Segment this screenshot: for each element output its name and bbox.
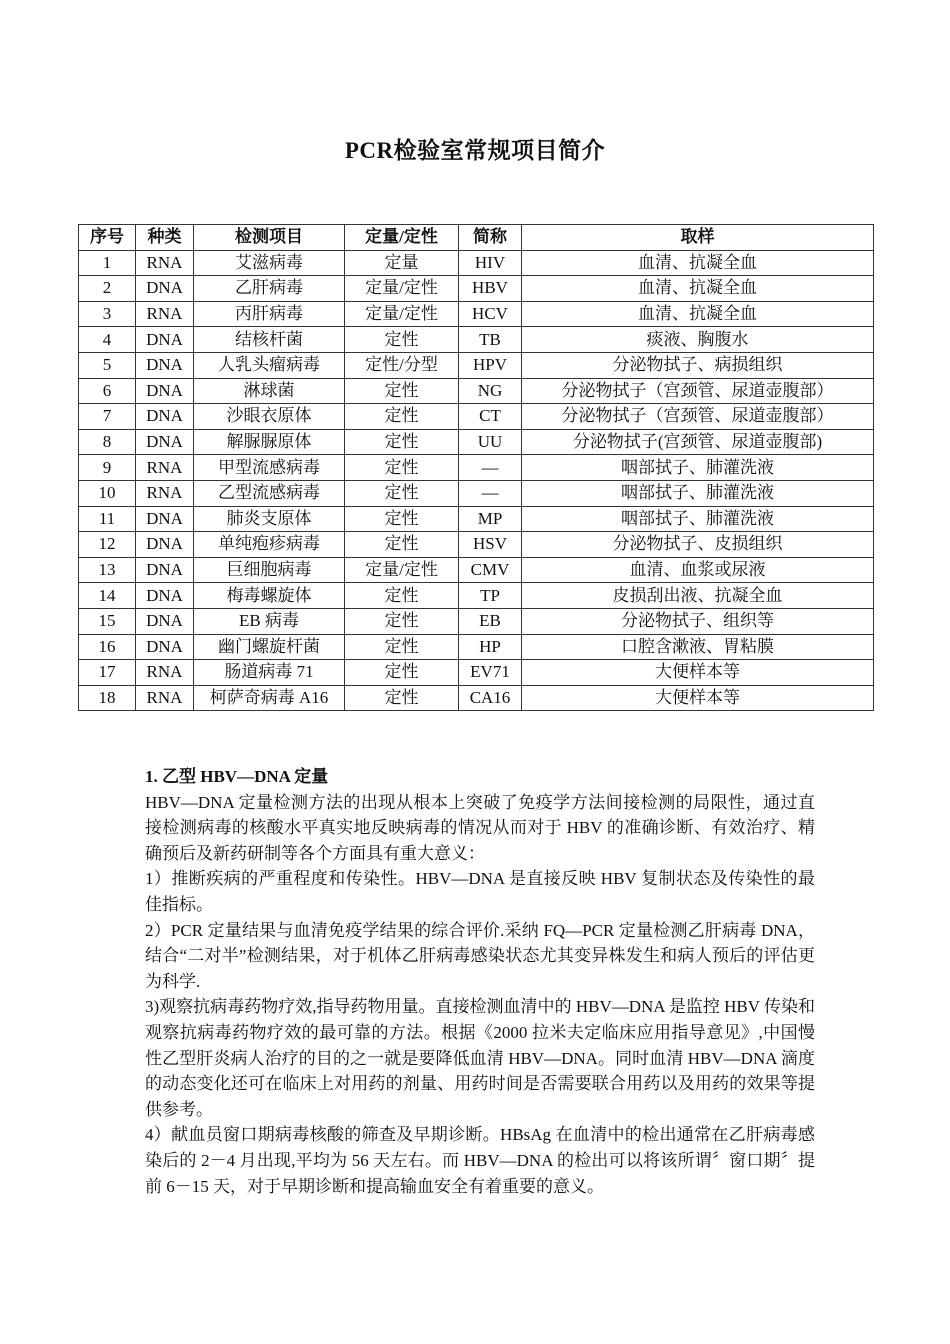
table-cell: 大便样本等 (522, 660, 874, 686)
table-cell: 6 (79, 378, 136, 404)
table-cell: 定量 (345, 250, 459, 276)
table-cell: 定性 (345, 634, 459, 660)
table-cell: DNA (136, 583, 194, 609)
table-cell: 分泌物拭子（宫颈管、尿道壶腹部） (522, 404, 874, 430)
table-cell: 人乳头瘤病毒 (194, 352, 345, 378)
table-cell: MP (459, 506, 522, 532)
table-cell: 乙肝病毒 (194, 276, 345, 302)
table-cell: 肠道病毒 71 (194, 660, 345, 686)
table-cell: 定性 (345, 429, 459, 455)
table-row (79, 301, 874, 327)
table-cell: 17 (79, 660, 136, 686)
table-cell: 定性 (345, 532, 459, 558)
document-title: PCR检验室常规项目简介 (344, 138, 606, 163)
header-cell: 取样 (522, 225, 874, 251)
table-cell: 定量/定性 (345, 557, 459, 583)
table-cell: 分泌物拭子（宫颈管、尿道壶腹部） (522, 378, 874, 404)
table-cell: 定量/定性 (345, 301, 459, 327)
header-cell: 简称 (459, 225, 522, 251)
table-cell: 定性 (345, 660, 459, 686)
table-cell: 解脲脲原体 (194, 429, 345, 455)
table-cell: DNA (136, 327, 194, 353)
table-row (79, 608, 874, 634)
table-row (79, 378, 874, 404)
table-cell: 皮损刮出液、抗凝全血 (522, 583, 874, 609)
table-cell: 18 (79, 685, 136, 711)
table-cell: NG (459, 378, 522, 404)
paragraph: 1）推断疾病的严重程度和传染性。HBV—DNA 是直接反映 HBV 复制状态及传染性的最佳指标。 (145, 869, 815, 914)
table-row (79, 352, 874, 378)
table-cell: 咽部拭子、肺灌洗液 (522, 455, 874, 481)
header-cell: 种类 (136, 225, 194, 251)
table-cell: 定性/分型 (345, 352, 459, 378)
table-cell: 定性 (345, 480, 459, 506)
table-cell: RNA (136, 685, 194, 711)
table-cell: 12 (79, 532, 136, 558)
paragraph: HBV—DNA 定量检测方法的出现从根本上突破了免疫学方法间接检测的局限性，通过直接检测病毒的核酸水平真实地反映病毒的情况从而对于 HBV 的准确诊断、有效治疗、精确预后及新药研制等各个方面具有重大意义： (145, 792, 815, 863)
table-cell: 血清、抗凝全血 (522, 301, 874, 327)
table-row (79, 557, 874, 583)
table-row (79, 455, 874, 481)
table-cell: DNA (136, 532, 194, 558)
table-cell: 分泌物拭子(宫颈管、尿道壶腹部) (522, 429, 874, 455)
table-cell: 定性 (345, 378, 459, 404)
table-cell: 痰液、胸腹水 (522, 327, 874, 353)
table-row (79, 276, 874, 302)
table-cell: HSV (459, 532, 522, 558)
table-cell: DNA (136, 557, 194, 583)
table-cell: 分泌物拭子、组织等 (522, 608, 874, 634)
table-row (79, 327, 874, 353)
table-cell: DNA (136, 634, 194, 660)
table-cell: 定性 (345, 506, 459, 532)
paragraph: 3)观察抗病毒药物疗效,指导药物用量。直接检测血清中的 HBV—DNA 是监控 HBV 传染和观察抗病毒药物疗效的最可靠的方法。根据《2000 拉米夫定临床应用指导意见》,中国慢性乙型肝炎病人治疗的目的之一就是要降低血清 HBV—DNA。同时血清 HBV—DNA 滴度的动态变化还可在临床上对用药的剂量、用药时间是否需要联合用药以及用药的效果等提供参考。 (145, 997, 815, 1119)
table-cell: DNA (136, 404, 194, 430)
table-cell: RNA (136, 301, 194, 327)
table-cell: HP (459, 634, 522, 660)
table-cell: 乙型流感病毒 (194, 480, 345, 506)
table-cell: DNA (136, 608, 194, 634)
table-cell: UU (459, 429, 522, 455)
table-row (79, 532, 874, 558)
table-cell: 11 (79, 506, 136, 532)
table-cell: 15 (79, 608, 136, 634)
table-cell: TP (459, 583, 522, 609)
table-cell: RNA (136, 455, 194, 481)
table-cell: 5 (79, 352, 136, 378)
paragraph: 4）献血员窗口期病毒核酸的筛查及早期诊断。HBsAg 在血清中的检出通常在乙肝病毒感染后的 2－4 月出现,平均为 56 天左右。而 HBV—DNA 的检出可以将该所谓〞窗口期〞提前 6－15 天，对于早期诊断和提高输血安全有着重要的意义。 (145, 1125, 815, 1196)
table-cell: 16 (79, 634, 136, 660)
table-cell: 血清、抗凝全血 (522, 250, 874, 276)
table-cell: 甲型流感病毒 (194, 455, 345, 481)
table-cell: 2 (79, 276, 136, 302)
table-cell: DNA (136, 429, 194, 455)
table-cell: 肺炎支原体 (194, 506, 345, 532)
table-cell: CA16 (459, 685, 522, 711)
table-row (79, 506, 874, 532)
table-row (79, 634, 874, 660)
table-cell: DNA (136, 378, 194, 404)
hbv-section (145, 764, 815, 1199)
table-cell: DNA (136, 352, 194, 378)
paragraph: 2）PCR 定量结果与血清免疫学结果的综合评价.采纳 FQ—PCR 定量检测乙肝病毒 DNA，结合“二对半”检测结果，对于机体乙肝病毒感染状态尤其变异株发生和病人预后的评估更为科学. (145, 920, 815, 991)
table-cell: 定性 (345, 327, 459, 353)
project-table (78, 224, 874, 711)
table-cell: RNA (136, 660, 194, 686)
table-row (79, 583, 874, 609)
table-header-row (79, 225, 874, 251)
header-cell: 定量/定性 (345, 225, 459, 251)
table-cell: 9 (79, 455, 136, 481)
table-cell: 定性 (345, 404, 459, 430)
table-cell: 口腔含漱液、胃粘膜 (522, 634, 874, 660)
table-cell: — (459, 480, 522, 506)
table-cell: 定量/定性 (345, 276, 459, 302)
table-cell: HPV (459, 352, 522, 378)
table-cell: 血清、血浆或尿液 (522, 557, 874, 583)
table-cell: CMV (459, 557, 522, 583)
table-cell: 咽部拭子、肺灌洗液 (522, 480, 874, 506)
header-cell: 检测项目 (194, 225, 345, 251)
table-row (79, 685, 874, 711)
table-cell: 梅毒螺旋体 (194, 583, 345, 609)
table-cell: 大便样本等 (522, 685, 874, 711)
table-cell: 3 (79, 301, 136, 327)
table-cell: 结核杆菌 (194, 327, 345, 353)
table-cell: 淋球菌 (194, 378, 345, 404)
table-cell: HBV (459, 276, 522, 302)
table-row (79, 480, 874, 506)
table-cell: 血清、抗凝全血 (522, 276, 874, 302)
table-cell: 柯萨奇病毒 A16 (194, 685, 345, 711)
table-cell: CT (459, 404, 522, 430)
table-cell: 单纯疱疹病毒 (194, 532, 345, 558)
table-cell: 艾滋病毒 (194, 250, 345, 276)
table-cell: RNA (136, 250, 194, 276)
table-cell: — (459, 455, 522, 481)
table-cell: 14 (79, 583, 136, 609)
table-row (79, 404, 874, 430)
table-cell: EV71 (459, 660, 522, 686)
table-cell: 定性 (345, 685, 459, 711)
table-cell: EB (459, 608, 522, 634)
table-cell: EB 病毒 (194, 608, 345, 634)
header-cell: 序号 (79, 225, 136, 251)
table-cell: 分泌物拭子、病损组织 (522, 352, 874, 378)
table-row (79, 250, 874, 276)
table-cell: 丙肝病毒 (194, 301, 345, 327)
table-cell: HCV (459, 301, 522, 327)
table-cell: 咽部拭子、肺灌洗液 (522, 506, 874, 532)
table-cell: 沙眼衣原体 (194, 404, 345, 430)
table-cell: 定性 (345, 608, 459, 634)
table-cell: 巨细胞病毒 (194, 557, 345, 583)
table-cell: 定性 (345, 455, 459, 481)
table-cell: RNA (136, 480, 194, 506)
table-cell: DNA (136, 506, 194, 532)
table-cell: 4 (79, 327, 136, 353)
table-body (79, 250, 874, 711)
table-cell: 10 (79, 480, 136, 506)
table-cell: TB (459, 327, 522, 353)
table-cell: 幽门螺旋杆菌 (194, 634, 345, 660)
table-cell: 8 (79, 429, 136, 455)
table-cell: 1 (79, 250, 136, 276)
table-cell: 定性 (345, 583, 459, 609)
table-row (79, 660, 874, 686)
table-row (79, 429, 874, 455)
table-cell: 13 (79, 557, 136, 583)
table-cell: 分泌物拭子、皮损组织 (522, 532, 874, 558)
table-cell: HIV (459, 250, 522, 276)
section-heading: 1. 乙型 HBV—DNA 定量 (145, 767, 329, 786)
table-cell: 7 (79, 404, 136, 430)
table-cell: DNA (136, 276, 194, 302)
